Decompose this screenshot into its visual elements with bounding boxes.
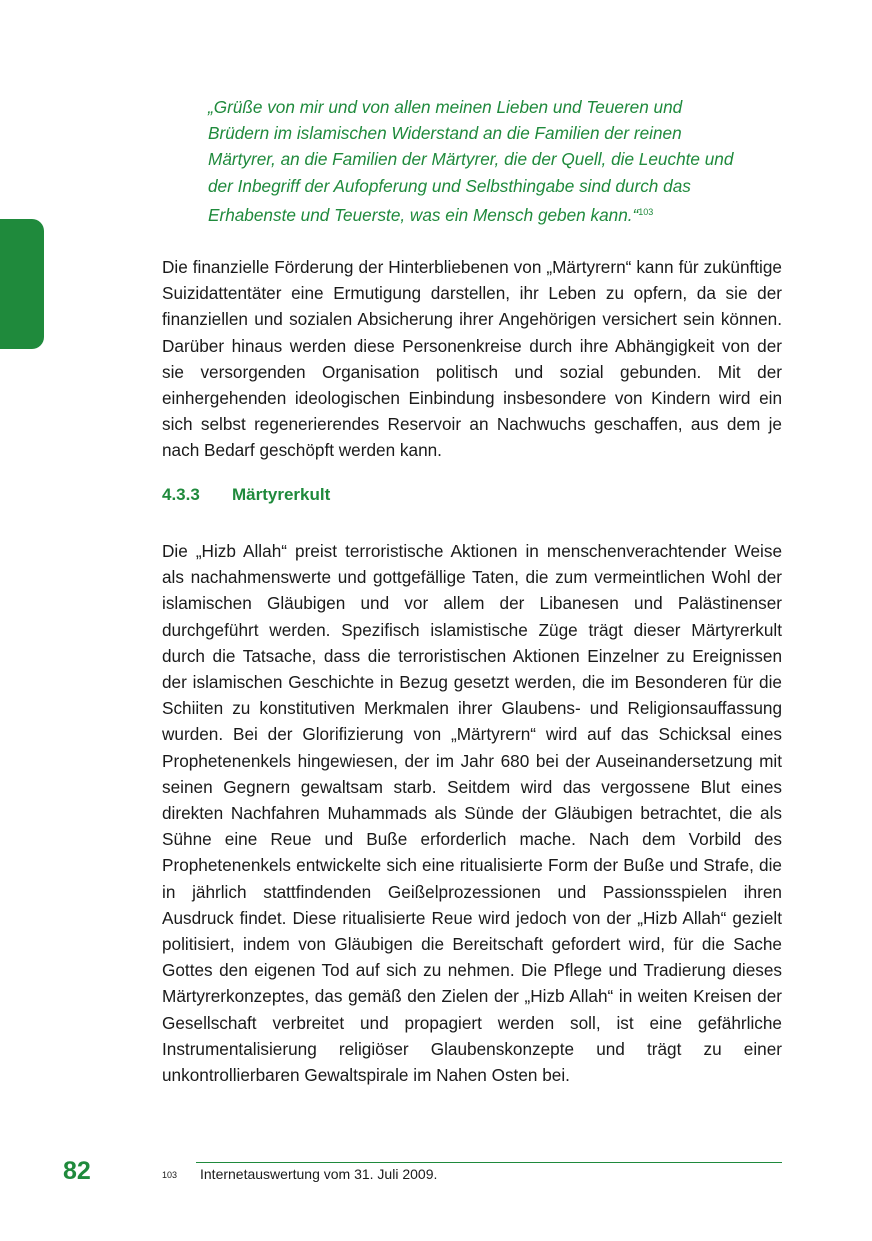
footnote-divider	[196, 1162, 782, 1163]
paragraph-text: Die „Hizb Allah“ preist terroristische Aktionen in menschenverachtender Weise als nachahmenswerte und gottgefällige Taten, die zum vermeintlichen Wohl der islamischen Gläubigen und vor allem der Libanesen und Palästinenser durchgeführt werden. Spezifisch islamistische Züge trägt dieser Märtyrerkult durch die Tatsache, dass die terroristischen Aktionen Einzelner zu Ereignissen der islamischen Geschichte in Bezug gesetzt werden, die im Besonderen für die Schiiten zu konstitutiven Merkmalen ihrer Glaubens- und Religionsauffassung wurden. Bei der Glorifizierung von „Märtyrern“ wird auf das Schicksal eines Prophetenenkels hingewiesen, der im Jahr 680 bei der Auseinandersetzung mit seinen Gegnern gewaltsam starb. Seitdem wird das vergossene Blut eines direkten Nachfahren Muhammads als Sünde der Gläubigen betrachtet, die als Sühne eine Reue und Buße erforderlich mache. Nach dem Vorbild des Prophetenenkels entwickelte sich eine ritualisierte Form der Buße und Strafe, die in jährlich stattfindenden Geißelprozessionen und Passionsspielen ihren Ausdruck findet. Diese ritualisierte Reue wird jedoch von der „Hizb Allah“ gezielt politisiert, indem von Gläubigen die Bereitschaft gefordert wird, für die Sache Gottes den eigenen Tod auf sich zu nehmen. Die Pflege und Tradierung dieses Märtyrerkonzeptes, das gemäß den Zielen der „Hizb Allah“ in weiten Kreisen der Gesellschaft verbreitet und propagiert werden soll, ist eine gefährliche Instrumentalisierung religiöser Glaubenskonzepte und trägt zu einer unkontrollierbaren Gewaltspirale im Nahen Osten bei.	[162, 541, 782, 1086]
section-title: Märtyrerkult	[232, 485, 331, 504]
footnote-text: Internetauswertung vom 31. Juli 2009.	[200, 1166, 438, 1182]
section-heading	[162, 485, 330, 505]
quote-text: „Grüße von mir und von allen meinen Lieben und Teueren und Brüdern im islamischen Widerstand an die Familien der reinen Märtyrer, an die Familien der Märtyrer, die der Quell, die Leuchte und der Inbegriff der Aufopferung und Selbsthingabe sind durch das Erhabenste und Teuerste, was ein Mensch geben kann.“	[208, 97, 734, 225]
section-number: 4.3.3	[162, 485, 200, 504]
page-number: 82	[63, 1157, 91, 1185]
paragraph-martyr-cult	[162, 538, 782, 1088]
block-quote	[208, 94, 748, 228]
paragraph-text: Die finanzielle Förderung der Hinterbliebenen von „Märtyrern“ kann für zukünftige Suizidattentäter eine Ermutigung darstellen, ihr Leben zu opfern, da sie der finanziellen und sozialen Absicherung ihrer Angehörigen versichert sein können. Darüber hinaus werden diese Personenkreise durch ihre Abhängigkeit von der sie versorgenden Organisation politisch und sozial gebunden. Mit der einhergehenden ideologischen Einbindung insbesondere von Kindern wird ein sich selbst regenerierendes Reservoir an Nachwuchs geschaffen, aus dem je nach Bedarf geschöpft werden kann.	[162, 257, 782, 461]
quote-footnote-ref[interactable]: 103	[638, 206, 654, 217]
chapter-side-tab	[0, 219, 44, 349]
paragraph-financial-support	[162, 254, 782, 464]
footnote-number: 103	[162, 1170, 178, 1180]
